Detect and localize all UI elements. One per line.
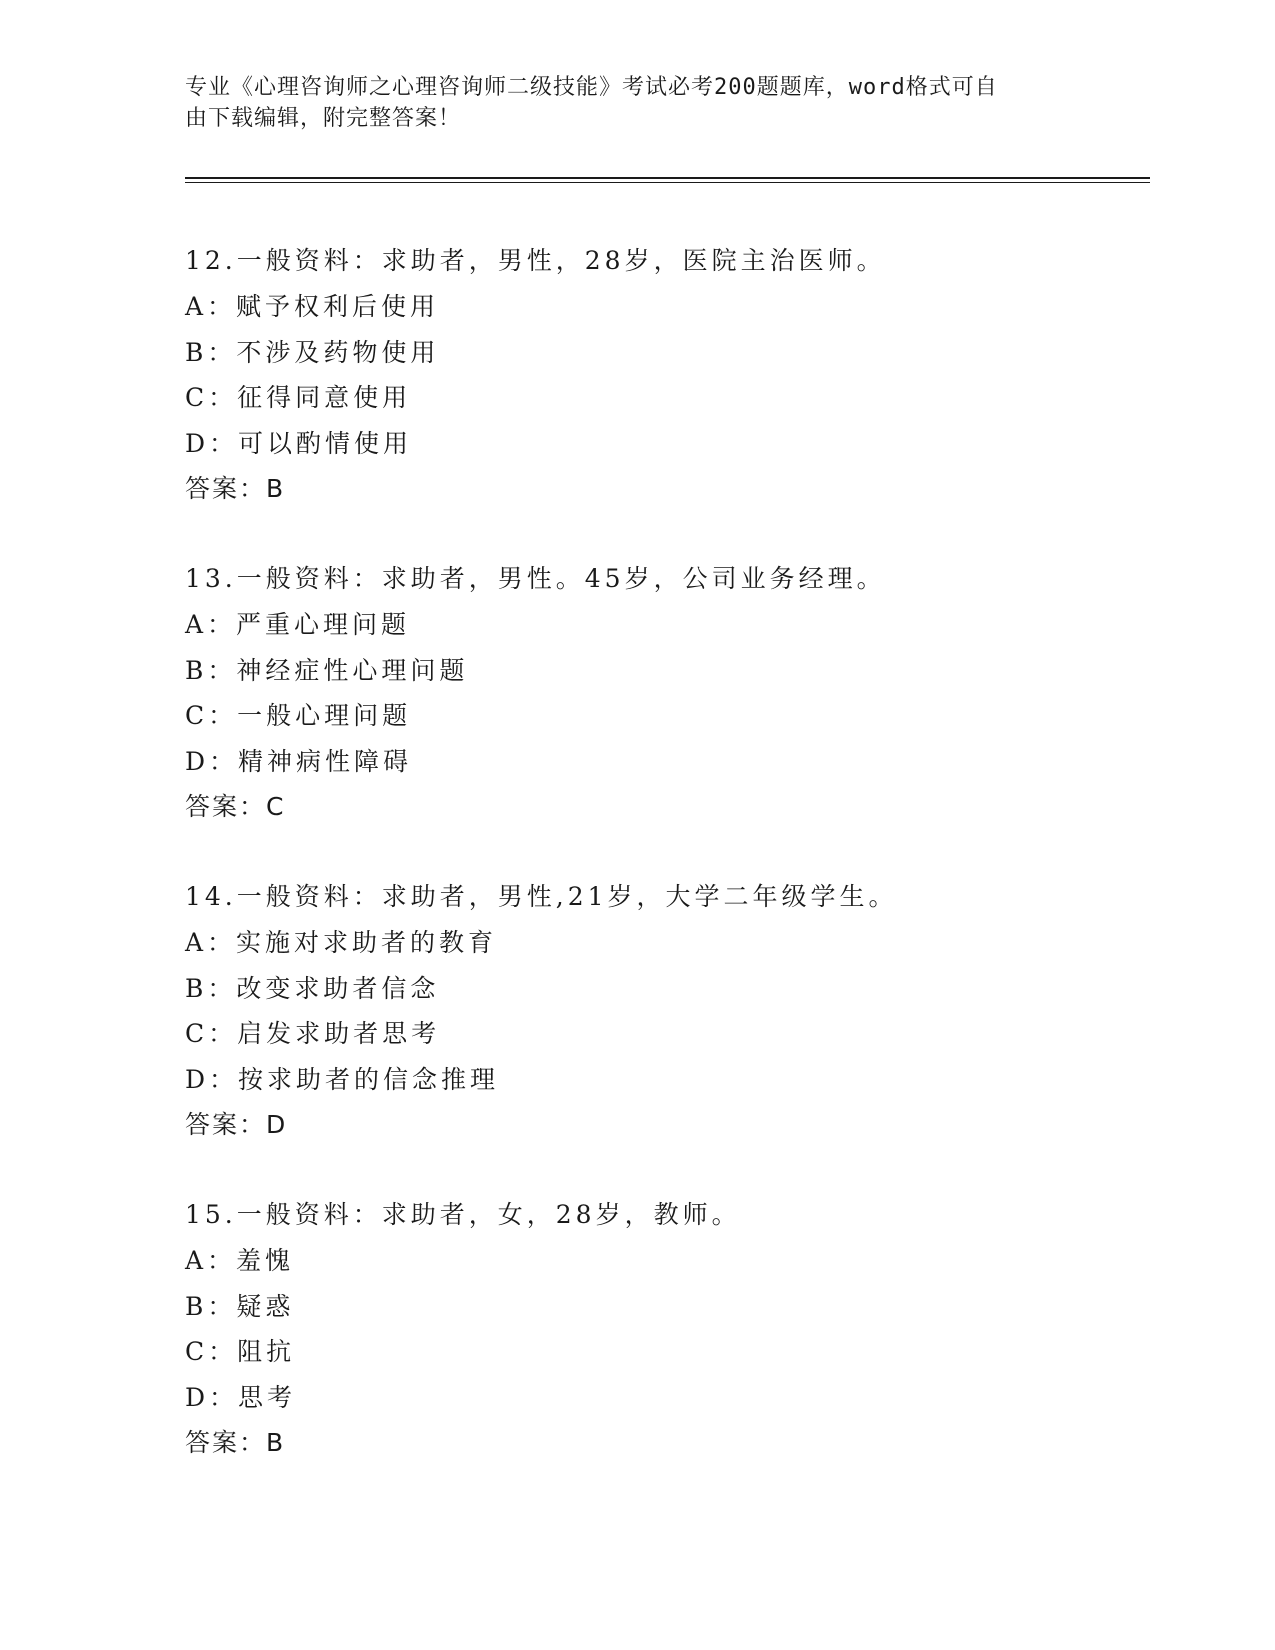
header-line-2: 由下载编辑，附完整答案！	[185, 106, 462, 131]
option-a: A：严重心理问题	[185, 610, 411, 639]
header-divider-top	[185, 177, 1150, 179]
document-header	[185, 72, 1065, 134]
option-c: C：一般心理问题	[185, 701, 412, 730]
option-a: A：赋予权利后使用	[185, 292, 440, 321]
question-stem: 13.一般资料：求助者，男性。45岁，公司业务经理。	[185, 564, 886, 593]
option-b: B：神经症性心理问题	[185, 655, 469, 685]
question-13	[185, 556, 1145, 830]
option-d: D：按求助者的信念推理	[185, 1064, 500, 1094]
question-stem: 14.一般资料：求助者，男性,21岁，大学二年级学生。	[185, 882, 898, 911]
option-b: B：疑惑	[185, 1291, 295, 1321]
question-14	[185, 874, 1145, 1148]
answer: 答案：C	[185, 792, 286, 821]
header-divider-bottom	[185, 182, 1150, 183]
option-c: C：启发求助者思考	[185, 1019, 441, 1048]
option-a: A：实施对求助者的教育	[185, 928, 498, 957]
question-stem: 15.一般资料：求助者，女，28岁，教师。	[185, 1200, 741, 1229]
header-line-1: 专业《心理咨询师之心理咨询师二级技能》考试必考200题题库，word格式可自	[185, 75, 998, 100]
option-a: A：羞愧	[185, 1246, 295, 1275]
question-12	[185, 238, 1145, 512]
answer: 答案：B	[185, 474, 286, 503]
question-15	[185, 1192, 1145, 1466]
option-b: B：改变求助者信念	[185, 973, 440, 1003]
answer: 答案：B	[185, 1428, 286, 1457]
question-stem: 12.一般资料：求助者，男性，28岁，医院主治医师。	[185, 246, 886, 275]
option-d: D：可以酌情使用	[185, 428, 413, 458]
option-c: C：阻抗	[185, 1337, 296, 1366]
option-c: C：征得同意使用	[185, 383, 412, 412]
option-d: D：思考	[185, 1382, 297, 1412]
answer: 答案：D	[185, 1110, 288, 1139]
option-b: B：不涉及药物使用	[185, 337, 440, 367]
option-d: D：精神病性障碍	[185, 746, 413, 776]
